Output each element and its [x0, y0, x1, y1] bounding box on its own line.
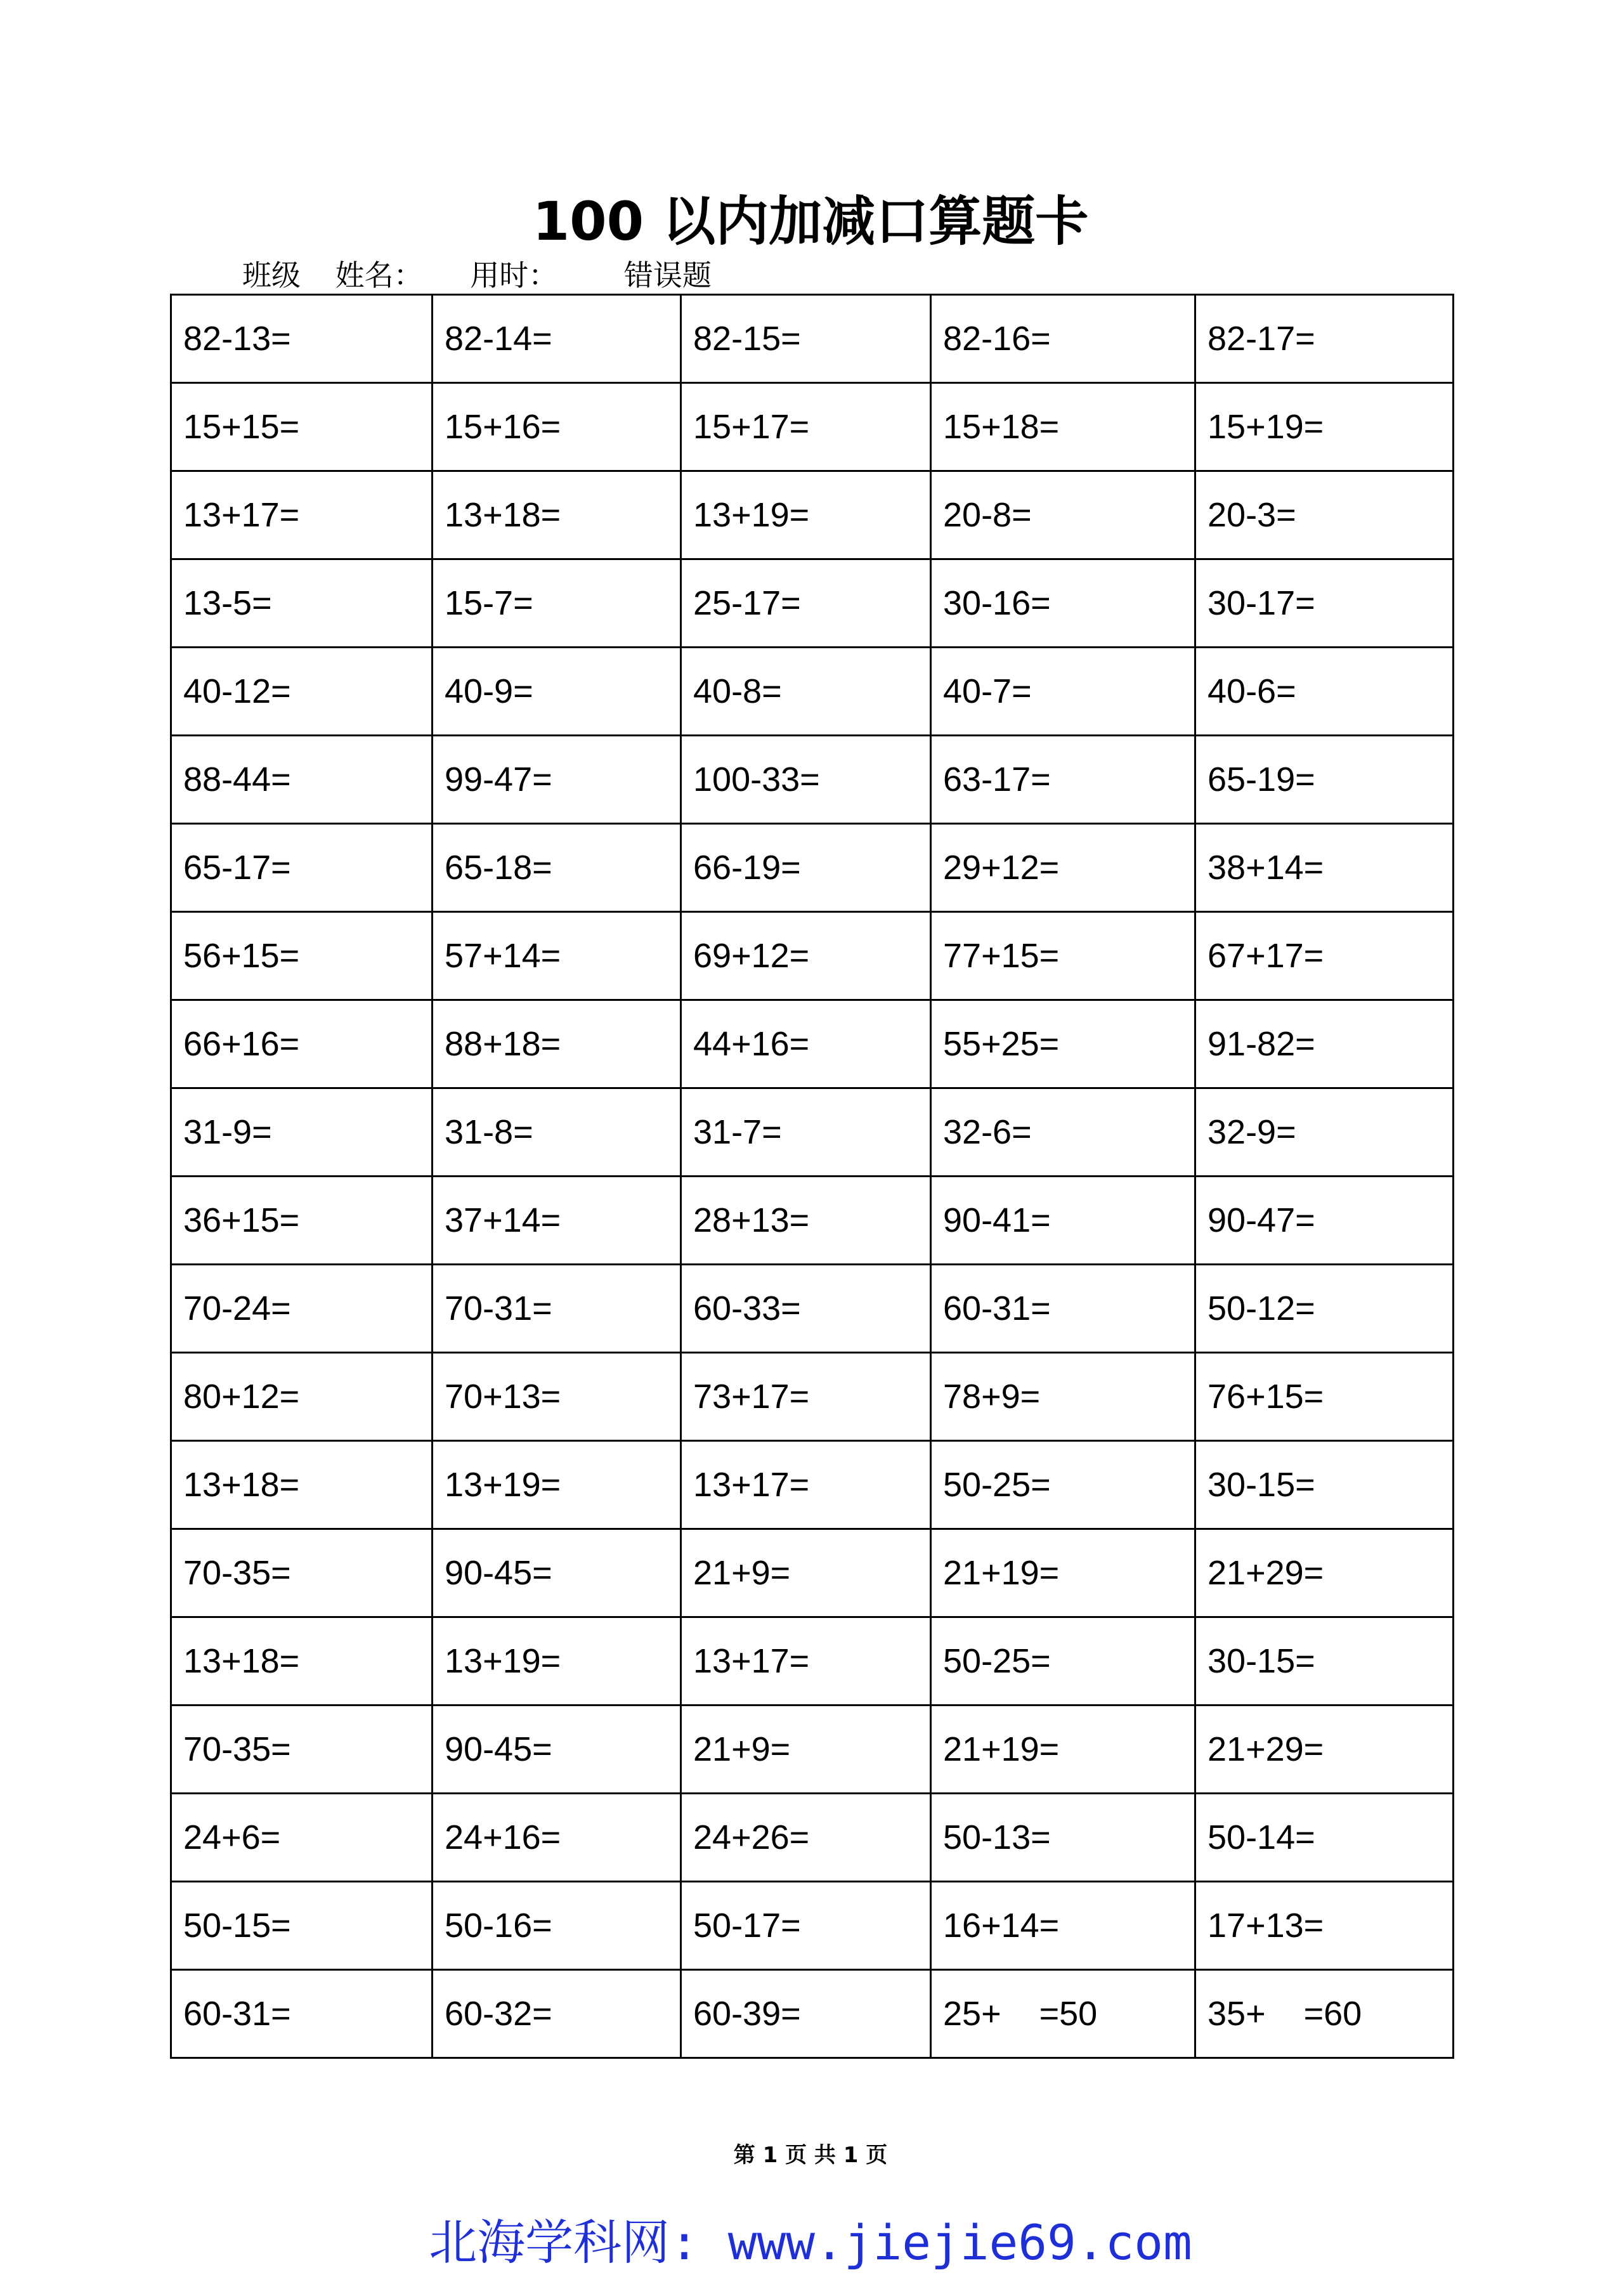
problem-cell: 17+13=	[1195, 1882, 1454, 1970]
problem-cell: 73+17=	[681, 1353, 931, 1441]
problem-cell: 82-17=	[1195, 295, 1454, 383]
problem-cell: 13+17=	[681, 1441, 931, 1529]
student-info-row	[242, 252, 712, 294]
problem-cell: 30-15=	[1195, 1617, 1454, 1706]
problem-cell: 90-47=	[1195, 1177, 1454, 1265]
problem-cell: 40-12=	[171, 648, 433, 736]
problem-cell: 70-35=	[171, 1706, 433, 1794]
problem-cell: 13+19=	[681, 471, 931, 559]
problem-cell: 13+19=	[433, 1441, 681, 1529]
problem-cell: 65-17=	[171, 824, 433, 912]
table-row	[171, 1706, 1454, 1794]
table-row	[171, 1353, 1454, 1441]
problem-cell: 31-7=	[681, 1088, 931, 1177]
problem-cell: 70-31=	[433, 1265, 681, 1353]
problem-cell: 21+19=	[931, 1706, 1195, 1794]
problem-cell: 77+15=	[931, 912, 1195, 1000]
problem-cell: 15+15=	[171, 383, 433, 471]
problem-cell: 13+18=	[171, 1441, 433, 1529]
problem-cell: 90-41=	[931, 1177, 1195, 1265]
problem-cell: 15+17=	[681, 383, 931, 471]
problem-cell: 55+25=	[931, 1000, 1195, 1088]
problem-cell: 32-6=	[931, 1088, 1195, 1177]
problem-cell: 56+15=	[171, 912, 433, 1000]
problem-cell: 76+15=	[1195, 1353, 1454, 1441]
problem-cell: 21+19=	[931, 1529, 1195, 1617]
problem-cell: 82-15=	[681, 295, 931, 383]
problem-cell: 60-31=	[931, 1265, 1195, 1353]
problem-cell: 90-45=	[433, 1529, 681, 1617]
problem-cell: 50-17=	[681, 1882, 931, 1970]
problem-cell: 36+15=	[171, 1177, 433, 1265]
problem-cell: 91-82=	[1195, 1000, 1454, 1088]
problem-cell: 60-33=	[681, 1265, 931, 1353]
table-row	[171, 383, 1454, 471]
table-row	[171, 824, 1454, 912]
problem-cell: 16+14=	[931, 1882, 1195, 1970]
problem-cell: 60-31=	[171, 1970, 433, 2058]
problem-table	[170, 294, 1454, 2059]
name-label: 姓名：	[335, 258, 423, 292]
problem-cell: 25-17=	[681, 559, 931, 648]
problem-cell: 13+18=	[433, 471, 681, 559]
problem-cell: 50-25=	[931, 1441, 1195, 1529]
problem-cell: 21+9=	[681, 1706, 931, 1794]
problem-cell: 82-13=	[171, 295, 433, 383]
table-row	[171, 1617, 1454, 1706]
table-row	[171, 559, 1454, 648]
problem-cell: 44+16=	[681, 1000, 931, 1088]
problem-cell: 40-6=	[1195, 648, 1454, 736]
problem-cell: 13+18=	[171, 1617, 433, 1706]
problem-cell: 80+12=	[171, 1353, 433, 1441]
problem-cell: 15+18=	[931, 383, 1195, 471]
table-row	[171, 1088, 1454, 1177]
problem-cell: 88+18=	[433, 1000, 681, 1088]
problem-cell: 67+17=	[1195, 912, 1454, 1000]
problem-cell: 65-19=	[1195, 736, 1454, 824]
problem-cell: 15+16=	[433, 383, 681, 471]
problem-cell: 15-7=	[433, 559, 681, 648]
problem-cell: 100-33=	[681, 736, 931, 824]
problem-cell: 60-39=	[681, 1970, 931, 2058]
problem-cell: 66+16=	[171, 1000, 433, 1088]
problem-cell: 35+ =60	[1195, 1970, 1454, 2058]
problem-cell: 60-32=	[433, 1970, 681, 2058]
table-row	[171, 1000, 1454, 1088]
site-watermark: 北海学科网: www.jiejie69.com	[429, 2214, 1192, 2271]
table-row	[171, 1970, 1454, 2058]
errors-label: 错误题	[623, 258, 712, 292]
problem-cell: 13+17=	[171, 471, 433, 559]
table-row	[171, 1794, 1454, 1882]
table-row	[171, 1529, 1454, 1617]
problem-cell: 57+14=	[433, 912, 681, 1000]
problem-cell: 82-14=	[433, 295, 681, 383]
problem-cell: 28+13=	[681, 1177, 931, 1265]
problem-cell: 50-15=	[171, 1882, 433, 1970]
problem-cell: 15+19=	[1195, 383, 1454, 471]
problem-cell: 90-45=	[433, 1706, 681, 1794]
problem-cell: 40-9=	[433, 648, 681, 736]
problem-cell: 40-8=	[681, 648, 931, 736]
table-row	[171, 1177, 1454, 1265]
problem-cell: 21+29=	[1195, 1706, 1454, 1794]
problem-cell: 50-14=	[1195, 1794, 1454, 1882]
time-label: 用时：	[470, 258, 558, 292]
problem-cell: 30-17=	[1195, 559, 1454, 648]
problem-cell: 37+14=	[433, 1177, 681, 1265]
problem-cell: 31-8=	[433, 1088, 681, 1177]
problem-cell: 99-47=	[433, 736, 681, 824]
problem-table-body	[171, 295, 1454, 2058]
problem-cell: 78+9=	[931, 1353, 1195, 1441]
table-row	[171, 295, 1454, 383]
problem-cell: 29+12=	[931, 824, 1195, 912]
problem-cell: 65-18=	[433, 824, 681, 912]
problem-cell: 25+ =50	[931, 1970, 1195, 2058]
problem-cell: 13+17=	[681, 1617, 931, 1706]
problem-cell: 13-5=	[171, 559, 433, 648]
problem-cell: 69+12=	[681, 912, 931, 1000]
problem-cell: 20-3=	[1195, 471, 1454, 559]
problem-cell: 24+6=	[171, 1794, 433, 1882]
problem-cell: 50-25=	[931, 1617, 1195, 1706]
problem-cell: 38+14=	[1195, 824, 1454, 912]
problem-cell: 88-44=	[171, 736, 433, 824]
problem-cell: 82-16=	[931, 295, 1195, 383]
problem-cell: 70+13=	[433, 1353, 681, 1441]
problem-cell: 21+29=	[1195, 1529, 1454, 1617]
problem-cell: 66-19=	[681, 824, 931, 912]
table-row	[171, 1882, 1454, 1970]
problem-cell: 21+9=	[681, 1529, 931, 1617]
problem-cell: 13+19=	[433, 1617, 681, 1706]
table-row	[171, 736, 1454, 824]
problem-cell: 24+26=	[681, 1794, 931, 1882]
page-title: 100 以内加减口算题卡	[532, 190, 1089, 252]
problem-cell: 30-15=	[1195, 1441, 1454, 1529]
problem-cell: 70-35=	[171, 1529, 433, 1617]
table-row	[171, 912, 1454, 1000]
problem-cell: 40-7=	[931, 648, 1195, 736]
table-row	[171, 1441, 1454, 1529]
class-label: 班级	[242, 258, 301, 292]
problem-cell: 24+16=	[433, 1794, 681, 1882]
problem-cell: 50-12=	[1195, 1265, 1454, 1353]
table-row	[171, 1265, 1454, 1353]
problem-cell: 63-17=	[931, 736, 1195, 824]
problem-cell: 30-16=	[931, 559, 1195, 648]
table-row	[171, 648, 1454, 736]
problem-cell: 50-13=	[931, 1794, 1195, 1882]
problem-cell: 32-9=	[1195, 1088, 1454, 1177]
problem-cell: 20-8=	[931, 471, 1195, 559]
problem-cell: 50-16=	[433, 1882, 681, 1970]
table-row	[171, 471, 1454, 559]
problem-cell: 70-24=	[171, 1265, 433, 1353]
page-number: 第 1 页 共 1 页	[733, 2143, 888, 2168]
problem-cell: 31-9=	[171, 1088, 433, 1177]
